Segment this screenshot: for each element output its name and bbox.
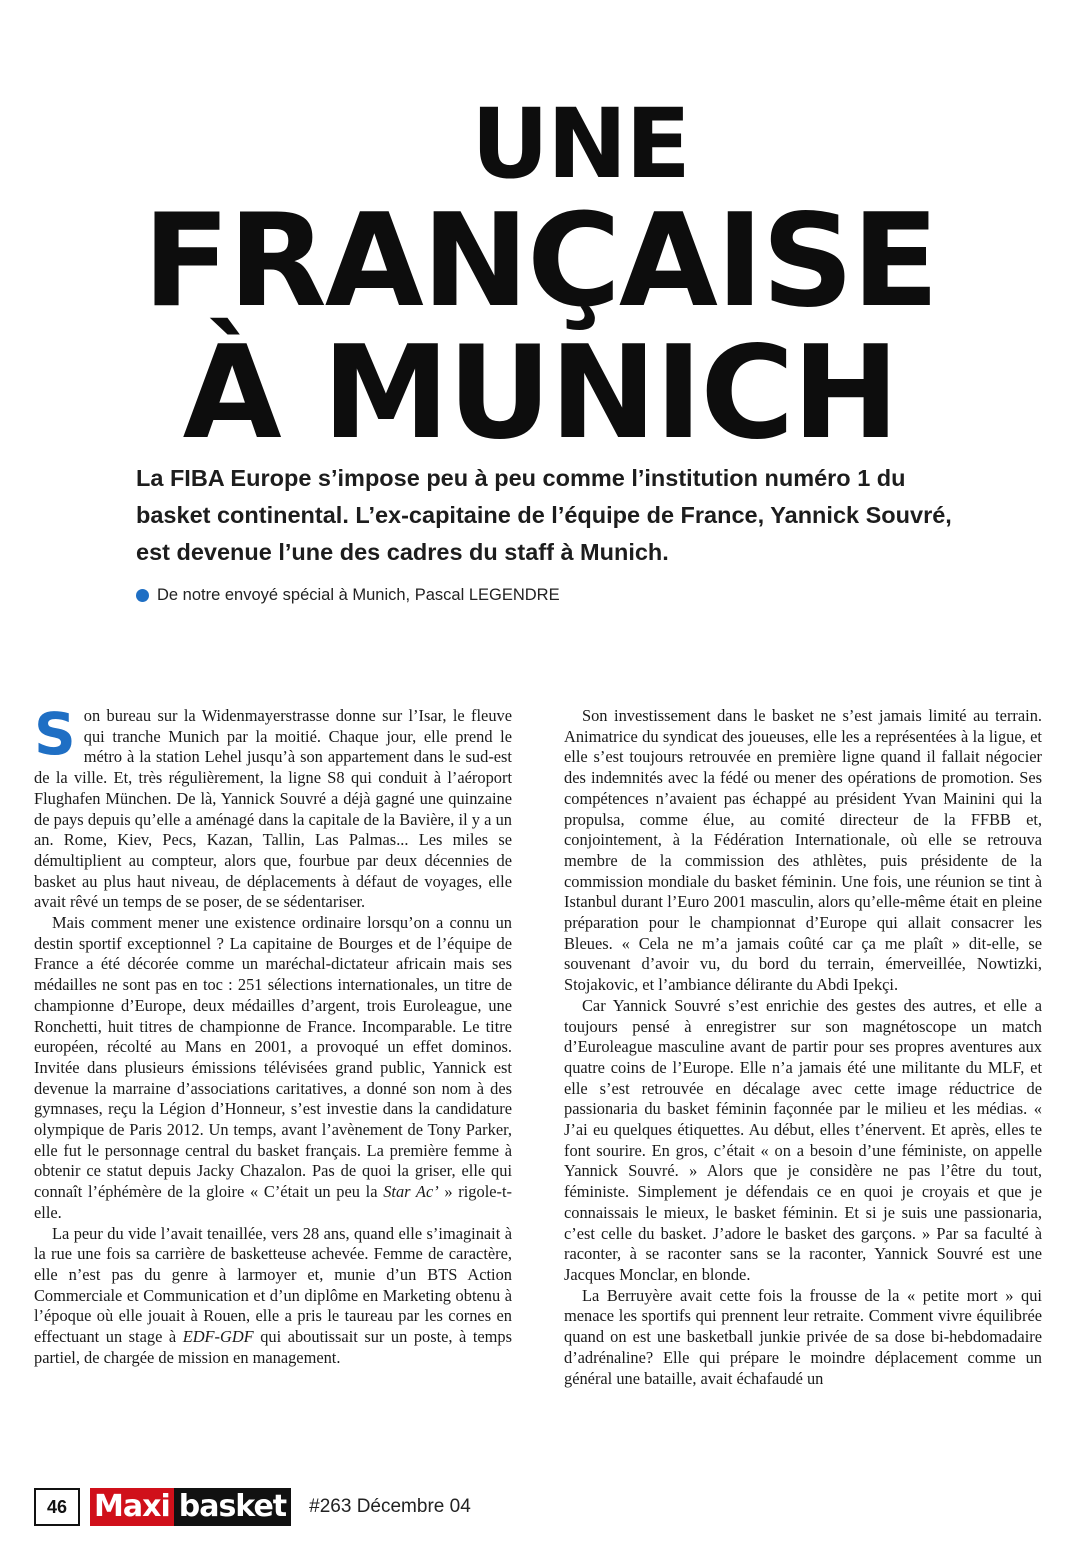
paragraph [34, 700, 512, 913]
headline-line-3: À MUNICH [182, 319, 898, 468]
issue-label: #263 Décembre 04 [309, 1496, 471, 1517]
byline-text: De notre envoyé spécial à Munich, Pascal LEGENDRE [157, 586, 560, 604]
page-number: 46 [34, 1488, 80, 1526]
lede: La FIBA Europe s’impose peu à peu comme l’institution numéro 1 du basket continental. L’ex-capitaine de l’équipe de France, Yannick Souvré, est devenue l’une des cadres du staff à Munich. [136, 465, 952, 565]
paragraph: La Berruyère avait cette fois la frousse de la « petite mort » qui menace les sportifs qui prennent leur retraite. Comment vivre équilibrée quand on est une basketball junkie privée de sa dose bi-hebdomadaire d’adrénaline? Elle qui prépare le moindre déplacement comme un général une bataille, avait échafaudé un [564, 1285, 1042, 1388]
paragraph-italic: EDF-GDF [182, 1327, 254, 1347]
bullet-icon [136, 589, 149, 602]
article-column-left [34, 700, 512, 1369]
headline [0, 88, 1080, 468]
paragraph: Car Yannick Souvré s’est enrichie des gestes des autres, et elle a toujours pensé à enregistrer sur son magnétoscope un match d’Euroleague masculine avant de partir pour ses propres aventures aux quatre coins de l’Europe. Elle n’a jamais été une militante du MLF, et elle s’est retrouvée en décalage avec cette image réductrice de passionaria du basket féminin façonnée par le milieu et les médias. « J’ai eu quelques étiquettes. Au début, elles t’énervent. Et après, elles te font sourire. En gros, c’était « on a besoin d’une féministe, on appelle Yannick Souvré. » Alors que je considère ne pas l’être du tout, féministe. Simplement je défendais ce en quoi je croyais et que je connaissais le mieux, le basket féminin. Et si je suis une passionaria, c’est celle du basket. J’adore le basket des garçons. » Par sa faculté à raconter, à se raconter sans se la raconter, Yannick Souvré est une Jacques Monclar, en blonde. [564, 995, 1042, 1284]
paragraph-text: qui aboutissait sur un poste, à temps partiel, de chargée de mission en management. [34, 1327, 512, 1367]
page-footer [34, 1488, 471, 1526]
logo-maxi: Maxi [90, 1488, 174, 1526]
headline-line-2: FRANÇAISE [142, 187, 938, 336]
logo-basket: basket [174, 1488, 291, 1526]
paragraph [34, 913, 512, 1224]
article-column-right [564, 706, 1042, 1389]
paragraph: Son investissement dans le basket ne s’est jamais limité au terrain. Animatrice du syndicat des joueuses, elle les a représentées à la ligue, et elle s’est toujours retrouvée en première ligne quand il fallait négocier des indemnités avec la fédé ou mener des opérations de promotion. Ses compétences n’avaient pas échappé au président Yvan Mainini qui la propulsa, comme élue, au comité directeur de la FFBB et, conjointement, à la Fédération Internationale, où elle se retrouva membre de la commission des athlètes, puis présidente de la commission mondiale du basket féminin. Une fois, une réunion se tint à Istanbul durant l’Euro 2001 masculin, alors qu’elle-même était en pleine préparation pour le championnat d’Europe qui allait consacrer les Bleues. « Cela ne m’a jamais coûté car ça me plaît » dit-elle, se souvenant d’avoir vu, du bord du terrain, émerveillée, Nowtizki, Stojakovic, et l’ambiance délirante du Abdi Ipekçi. [564, 706, 1042, 995]
paragraph-text: La peur du vide l’avait tenaillée, vers 28 ans, quand elle s’imaginait à la rue une fois sa carrière de basketteuse achevée. Femme de caractère, elle n’est pas du genre à larmoyer et, munie d’un BTS Action Commerciale et Communication et d’un diplôme en Marketing obtenu à l’époque où elle jouait à Rouen, elle a pris le taureau par les cornes en effectuant un stage à [34, 1223, 512, 1347]
paragraph [34, 1224, 512, 1369]
paragraph-italic: Star Ac’ [383, 1182, 439, 1202]
drop-cap: S [34, 700, 76, 768]
paragraph-text: on bureau sur la Widenmayerstrasse donne sur l’Isar, le fleuve qui tranche Munich par la moitié. Chaque jour, elle prend le métro à la station Lehel jusqu’à son appartement dans le sud-est de la ville. Et, très régulièrement, la ligne S8 qui conduit à l’aéroport Flughafen München. De là, Yannick Souvré a déjà gagné une quinzaine de pays depuis qu’elle a aménagé dans la capitale de la Bavière, il y a un an. Rome, Kiev, Pecs, Kazan, Tallin, Las Palmas... Les miles se démultiplient au compteur, alors que, fourbue par deux décennies de basket au plus haut niveau, de déplacements à défaut de voyages, elle avait rêvé un temps de se poser, de se sédentariser. [34, 706, 512, 912]
byline [136, 586, 560, 605]
paragraph-text: » rigole-t-elle. [34, 1182, 512, 1222]
paragraph-text: Mais comment mener une existence ordinaire lorsqu’on a connu un destin sportif exceptionnel ? La capitaine de Bourges et de l’équipe de France a été décorée comme un maréchal-dictateur africain mais ses médailles ne sont pas en toc : 251 sélections internationales, un titre de championne d’Europe, deux médailles d’argent, trois Euroleague, une Ronchetti, huit titres de championne de France. Incomparable. Le titre européen, récolté au Mans en 2001, a provoqué un effet dominos. Invitée dans plusieurs émissions télévisées grand public, Yannick est devenue la marraine d’associations caritatives, a donné son nom à des gymnases, reçu la Légion d’Honneur, s’est investie dans la candidature olympique de Paris 2012. Un temps, avant l’avènement de Tony Parker, elle fut le personnage central du basket français. La première femme à obtenir ce statut depuis Jacky Chazalon. Pas de quoi la griser, elle qui connaît l’éphémère de la gloire « C’était un peu la [34, 913, 512, 1202]
maxibasket-logo [90, 1488, 291, 1526]
headline-line-1: UNE [471, 88, 689, 200]
